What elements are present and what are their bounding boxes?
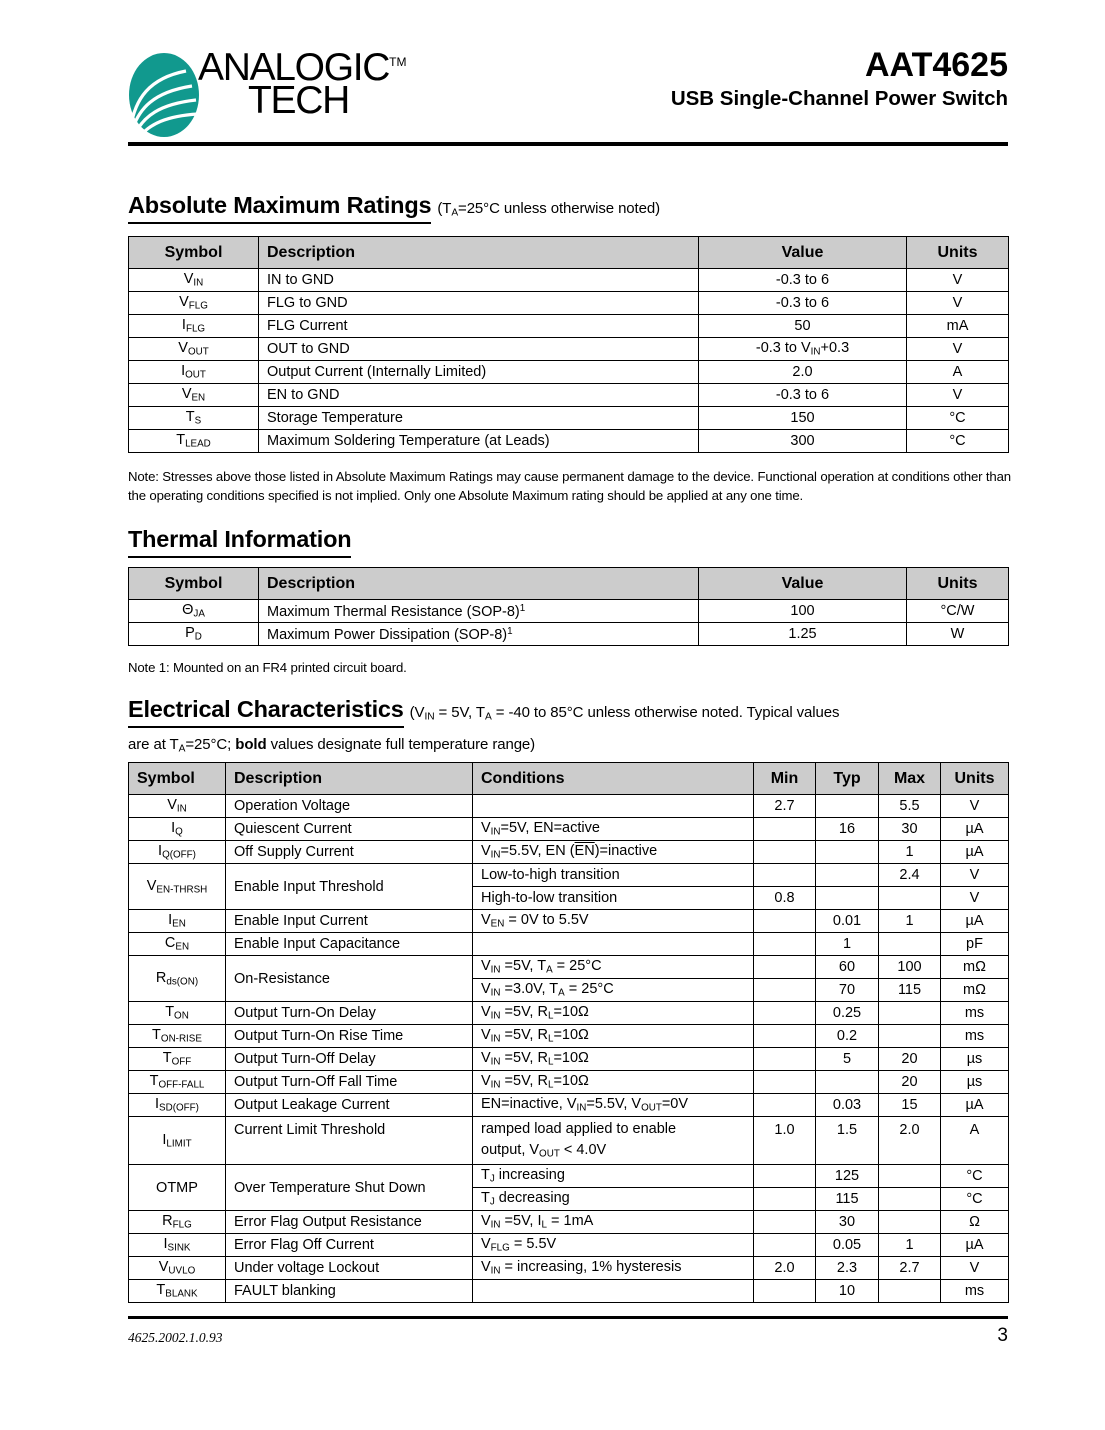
cell-symbol: $V_{IN}$ — [129, 795, 226, 818]
table-row — [129, 864, 1009, 887]
cell-symbol: $T_{ON-RISE}$ — [129, 1025, 226, 1048]
cell-units: V — [907, 292, 1009, 315]
logo-wordmark — [198, 46, 407, 122]
thermal-note: Note 1: Mounted on an FR4 printed circuit board. — [128, 660, 407, 675]
table-row — [129, 1257, 1009, 1280]
cell-units: Ω — [941, 1211, 1009, 1234]
cell-max — [879, 1002, 941, 1025]
cell-units: °C — [907, 430, 1009, 453]
table-header-row — [129, 568, 1009, 600]
cell-units: µs — [941, 1048, 1009, 1071]
cell-conditions — [473, 1280, 754, 1303]
cell-symbol: $T_{OFF-FALL}$ — [129, 1071, 226, 1094]
cell-value: 2.0 — [699, 361, 907, 384]
cell-conditions: EN=inactive, $V_{IN}=5.5V$, $V_{OUT}=0V$ — [473, 1094, 754, 1117]
abs-max-note: Note: Stresses above those listed in Absolute Maximum Ratings may cause permanent damage to the device. Functional operation at conditions other than the operating conditions specified is not implied. Only one Absolute Maximum rating should be applied at any one time. — [128, 469, 1011, 504]
cell-symbol: $T_{OFF}$ — [129, 1048, 226, 1071]
table-row — [129, 1117, 1009, 1165]
cell-min — [754, 979, 816, 1002]
table-row — [129, 841, 1009, 864]
cell-conditions: $V_{IN} =3.0V$, $T_A = 25^\circ C$ — [473, 979, 754, 1002]
table-row — [129, 407, 1009, 430]
cell-units: V — [941, 864, 1009, 887]
cell-description: Output Turn-Off Delay — [226, 1048, 473, 1071]
table-row — [129, 600, 1009, 623]
table-row — [129, 1071, 1009, 1094]
cell-description: FLG to GND — [259, 292, 699, 315]
cell-min: 2.7 — [754, 795, 816, 818]
cell-units: °C — [941, 1165, 1009, 1188]
cell-max: 100 — [879, 956, 941, 979]
table-row — [129, 1094, 1009, 1117]
cell-conditions — [473, 795, 754, 818]
table-row — [129, 1234, 1009, 1257]
cell-typ: 115 — [816, 1188, 879, 1211]
cell-units: V — [907, 384, 1009, 407]
cell-description: Operation Voltage — [226, 795, 473, 818]
cell-symbol: $V_{EN-THRSH}$ — [129, 864, 226, 910]
cell-symbol: $V_{FLG}$ — [129, 292, 259, 315]
abs-max-subnote: ($T_A=25^\circ C$ unless otherwise noted) — [437, 200, 660, 219]
cell-units: V — [941, 887, 1009, 910]
cell-max: 1 — [879, 841, 941, 864]
cell-typ: 0.2 — [816, 1025, 879, 1048]
cell-description: Under voltage Lockout — [226, 1257, 473, 1280]
part-subtitle: USB Single-Channel Power Switch — [670, 86, 1008, 110]
cell-symbol: $V_{UVLO}$ — [129, 1257, 226, 1280]
cell-description: Enable Input Threshold — [226, 864, 473, 910]
cell-min — [754, 1165, 816, 1188]
table-row — [129, 1025, 1009, 1048]
cell-conditions: $T_J$ increasing — [473, 1165, 754, 1188]
cell-symbol: $T_S$ — [129, 407, 259, 430]
cell-max: 2.0 — [879, 1117, 941, 1165]
col-value: Value — [699, 237, 907, 269]
cell-units: V — [941, 795, 1009, 818]
abs-max-body — [129, 269, 1009, 453]
cell-min — [754, 818, 816, 841]
table-row — [129, 1002, 1009, 1025]
col-max: Max — [879, 763, 941, 795]
cell-description: Enable Input Current — [226, 910, 473, 933]
cell-max — [879, 1280, 941, 1303]
cell-min — [754, 1094, 816, 1117]
cell-conditions: $V_{FLG} = 5.5V$ — [473, 1234, 754, 1257]
cell-description: EN to GND — [259, 384, 699, 407]
cell-typ: 2.3 — [816, 1257, 879, 1280]
cell-symbol: $V_{IN}$ — [129, 269, 259, 292]
table-row — [129, 818, 1009, 841]
footer-divider — [128, 1316, 1008, 1319]
cell-symbol: $I_{SINK}$ — [129, 1234, 226, 1257]
cell-conditions: $T_J$ decreasing — [473, 1188, 754, 1211]
thermal-body — [129, 600, 1009, 646]
cell-description-text: Maximum Power Dissipation (SOP-8) — [267, 626, 508, 643]
cell-min — [754, 1071, 816, 1094]
col-symbol: Symbol — [129, 237, 259, 269]
logo-line-tech: TECH — [248, 78, 349, 122]
col-symbol: Symbol — [129, 763, 226, 795]
cell-symbol: $R_{ds(ON)}$ — [129, 956, 226, 1002]
electrical-title: Electrical Characteristics — [128, 696, 404, 728]
table-row — [129, 910, 1009, 933]
col-description: Description — [259, 237, 699, 269]
cell-max: 20 — [879, 1071, 941, 1094]
cell-typ: 10 — [816, 1280, 879, 1303]
table-row — [129, 1048, 1009, 1071]
cell-max: 115 — [879, 979, 941, 1002]
cell-typ — [816, 864, 879, 887]
table-row — [129, 1165, 1009, 1188]
footnote-marker: 1 — [519, 602, 526, 614]
col-typ: Typ — [816, 763, 879, 795]
cell-min — [754, 933, 816, 956]
cell-description: Output Turn-On Delay — [226, 1002, 473, 1025]
cell-value: 1.25 — [699, 623, 907, 646]
electrical-heading — [128, 696, 839, 755]
table-header-row — [129, 237, 1009, 269]
cell-symbol: $\Theta_{JA}$ — [129, 600, 259, 623]
cell-max — [879, 1025, 941, 1048]
cell-symbol: $V_{OUT}$ — [129, 338, 259, 361]
cell-conditions: Low-to-high transition — [473, 864, 754, 887]
cell-max — [879, 933, 941, 956]
cell-conditions: $V_{IN} =5V$, $R_L=10\Omega$ — [473, 1048, 754, 1071]
cell-typ: 0.05 — [816, 1234, 879, 1257]
cell-conditions: $V_{EN} = 0V$ to 5.5V — [473, 910, 754, 933]
cell-min — [754, 1234, 816, 1257]
thermal-information-table — [128, 567, 1009, 646]
cell-units: °C — [941, 1188, 1009, 1211]
cell-max: 5.5 — [879, 795, 941, 818]
cell-min — [754, 1002, 816, 1025]
company-logo — [128, 46, 428, 146]
electrical-characteristics-table — [128, 762, 1009, 1303]
cell-typ: 70 — [816, 979, 879, 1002]
cell-symbol: $V_{EN}$ — [129, 384, 259, 407]
cell-description: Enable Input Capacitance — [226, 933, 473, 956]
cell-conditions: $V_{IN} =5V$, $I_L = 1mA$ — [473, 1211, 754, 1234]
cell-description: Error Flag Off Current — [226, 1234, 473, 1257]
cell-description: Maximum Soldering Temperature (at Leads) — [259, 430, 699, 453]
cell-symbol: $I_{SD(OFF)}$ — [129, 1094, 226, 1117]
cell-units: ms — [941, 1002, 1009, 1025]
cell-description: Error Flag Output Resistance — [226, 1211, 473, 1234]
cell-value: -0.3 to 6 — [699, 384, 907, 407]
trademark-symbol: TM — [389, 55, 407, 69]
cell-units: V — [941, 1257, 1009, 1280]
cell-value: -0.3 to 6 — [699, 292, 907, 315]
table-row — [129, 384, 1009, 407]
cell-min — [754, 841, 816, 864]
page-header — [128, 40, 1008, 145]
logo-line-analogic: ANALOGIC™ — [198, 46, 407, 89]
col-conditions: Conditions — [473, 763, 754, 795]
abs-max-title: Absolute Maximum Ratings — [128, 192, 431, 224]
cell-symbol: $I_{OUT}$ — [129, 361, 259, 384]
cell-typ — [816, 795, 879, 818]
cell-typ: 5 — [816, 1048, 879, 1071]
cell-min — [754, 1211, 816, 1234]
cell-max: 1 — [879, 1234, 941, 1257]
cell-units: W — [907, 623, 1009, 646]
thermal-title: Thermal Information — [128, 526, 351, 558]
header-title-block — [671, 48, 1008, 111]
cell-conditions: $V_{IN} =5V$, $R_L=10\Omega$ — [473, 1002, 754, 1025]
cell-conditions: $V_{IN}=5V$, EN=active — [473, 818, 754, 841]
cell-description: Output Turn-On Rise Time — [226, 1025, 473, 1048]
cell-units: µA — [941, 1094, 1009, 1117]
cell-min — [754, 1025, 816, 1048]
cell-value: -0.3 to $V_{IN}+0.3$ — [699, 338, 907, 361]
cell-conditions: $V_{IN} =5V$, $T_A = 25^\circ C$ — [473, 956, 754, 979]
col-description: Description — [226, 763, 473, 795]
col-units: Units — [941, 763, 1009, 795]
cell-typ: 125 — [816, 1165, 879, 1188]
cell-units: pF — [941, 933, 1009, 956]
cell-symbol: $I_Q$ — [129, 818, 226, 841]
cell-value: 50 — [699, 315, 907, 338]
cell-typ: 1 — [816, 933, 879, 956]
cell-units: µs — [941, 1071, 1009, 1094]
cell-typ — [816, 841, 879, 864]
cell-description: On-Resistance — [226, 956, 473, 1002]
cell-max: 15 — [879, 1094, 941, 1117]
cell-typ: 0.25 — [816, 1002, 879, 1025]
cell-units: °C/W — [907, 600, 1009, 623]
table-row — [129, 292, 1009, 315]
cell-max — [879, 1188, 941, 1211]
cell-units: °C — [907, 407, 1009, 430]
cell-description: Output Current (Internally Limited) — [259, 361, 699, 384]
cell-description — [259, 623, 699, 646]
cell-units: µA — [941, 841, 1009, 864]
cell-units: mΩ — [941, 979, 1009, 1002]
cell-description: Output Turn-Off Fall Time — [226, 1071, 473, 1094]
cell-description: Storage Temperature — [259, 407, 699, 430]
cell-symbol: $I_{Q(OFF)}$ — [129, 841, 226, 864]
cell-value: 100 — [699, 600, 907, 623]
cell-value: -0.3 to 6 — [699, 269, 907, 292]
logo-globe-icon — [128, 52, 200, 138]
cell-symbol: $T_{ON}$ — [129, 1002, 226, 1025]
cell-description: Output Leakage Current — [226, 1094, 473, 1117]
cell-units: µA — [941, 910, 1009, 933]
cell-units: mA — [907, 315, 1009, 338]
cell-units: ms — [941, 1280, 1009, 1303]
cell-min — [754, 1280, 816, 1303]
cell-units: mΩ — [941, 956, 1009, 979]
cell-units: V — [907, 269, 1009, 292]
cell-max — [879, 1211, 941, 1234]
cell-symbol: $I_{FLG}$ — [129, 315, 259, 338]
table-row — [129, 1211, 1009, 1234]
cell-units: V — [907, 338, 1009, 361]
cell-max: 2.7 — [879, 1257, 941, 1280]
cell-symbol: $T_{LEAD}$ — [129, 430, 259, 453]
table-row — [129, 933, 1009, 956]
table-row — [129, 338, 1009, 361]
table-row — [129, 623, 1009, 646]
cell-typ: 1.5 — [816, 1117, 879, 1165]
col-min: Min — [754, 763, 816, 795]
cell-conditions — [473, 933, 754, 956]
cell-units: µA — [941, 818, 1009, 841]
cell-typ: 0.03 — [816, 1094, 879, 1117]
cell-units: µA — [941, 1234, 1009, 1257]
cell-typ: 30 — [816, 1211, 879, 1234]
cell-conditions: $V_{IN} =5V$, $R_L=10\Omega$ — [473, 1025, 754, 1048]
electrical-body — [129, 795, 1009, 1303]
cell-max — [879, 1165, 941, 1188]
cell-max: 1 — [879, 910, 941, 933]
cell-description-text: Maximum Thermal Resistance (SOP-8) — [267, 603, 520, 620]
col-value: Value — [699, 568, 907, 600]
cell-symbol: OTMP — [129, 1165, 226, 1211]
absolute-maximum-ratings-table — [128, 236, 1009, 453]
cell-description: IN to GND — [259, 269, 699, 292]
col-units: Units — [907, 237, 1009, 269]
col-symbol: Symbol — [129, 568, 259, 600]
table-row — [129, 269, 1009, 292]
table-row — [129, 315, 1009, 338]
cell-description — [259, 600, 699, 623]
cell-min — [754, 1048, 816, 1071]
electrical-subnote-line1: ($V_{IN} = 5V$, $T_A = -40$ to 85°C unless otherwise noted. Typical values — [409, 704, 840, 723]
electrical-subnote-line2: are at $T_A=25^\circ C$; bold values designate full temperature range) — [128, 736, 536, 755]
cell-description: Quiescent Current — [226, 818, 473, 841]
cell-symbol: $T_{BLANK}$ — [129, 1280, 226, 1303]
cell-symbol: $I_{LIMIT}$ — [129, 1117, 226, 1165]
cell-value: 150 — [699, 407, 907, 430]
cell-description: Off Supply Current — [226, 841, 473, 864]
cell-min: 1.0 — [754, 1117, 816, 1165]
cell-conditions: $V_{IN}=5.5V$, EN $(\overline{EN})=inactive$ — [473, 841, 754, 864]
footnote-marker: 1 — [507, 625, 513, 637]
cell-description: FLG Current — [259, 315, 699, 338]
cell-conditions: High-to-low transition — [473, 887, 754, 910]
cell-conditions: ramped load applied to enable output, $V_{OUT} < 4.0V$ — [473, 1117, 754, 1165]
cell-min — [754, 910, 816, 933]
cell-min — [754, 1188, 816, 1211]
cell-min: 2.0 — [754, 1257, 816, 1280]
thermal-heading — [128, 526, 351, 558]
cell-min — [754, 864, 816, 887]
cell-units: ms — [941, 1025, 1009, 1048]
cell-description: Current Limit Threshold — [226, 1117, 473, 1165]
cell-symbol: $I_{EN}$ — [129, 910, 226, 933]
table-row — [129, 361, 1009, 384]
cell-units: A — [941, 1117, 1009, 1165]
table-row — [129, 1280, 1009, 1303]
table-row — [129, 795, 1009, 818]
cell-typ — [816, 887, 879, 910]
col-description: Description — [259, 568, 699, 600]
page-number: 3 — [997, 1325, 1008, 1346]
cell-typ: 16 — [816, 818, 879, 841]
header-divider — [128, 142, 1008, 146]
cell-symbol: $C_{EN}$ — [129, 933, 226, 956]
cell-max: 2.4 — [879, 864, 941, 887]
table-header-row — [129, 763, 1009, 795]
cell-symbol: $R_{FLG}$ — [129, 1211, 226, 1234]
cell-symbol: $P_D$ — [129, 623, 259, 646]
cell-units: A — [907, 361, 1009, 384]
cell-max — [879, 887, 941, 910]
abs-max-heading — [128, 192, 660, 224]
cell-max: 20 — [879, 1048, 941, 1071]
cell-description: FAULT blanking — [226, 1280, 473, 1303]
cell-conditions: $V_{IN} =5V$, $R_L=10\Omega$ — [473, 1071, 754, 1094]
cell-description: OUT to GND — [259, 338, 699, 361]
cell-typ — [816, 1071, 879, 1094]
part-number: AAT4625 — [865, 46, 1008, 84]
table-row — [129, 430, 1009, 453]
cell-min — [754, 956, 816, 979]
cell-value: 300 — [699, 430, 907, 453]
col-units: Units — [907, 568, 1009, 600]
cell-conditions: $V_{IN}$ = increasing, 1% hysteresis — [473, 1257, 754, 1280]
cell-typ: 60 — [816, 956, 879, 979]
cell-typ: 0.01 — [816, 910, 879, 933]
cell-min: 0.8 — [754, 887, 816, 910]
document-code: 4625.2002.1.0.93 — [128, 1330, 223, 1345]
cell-description: Over Temperature Shut Down — [226, 1165, 473, 1211]
cell-max: 30 — [879, 818, 941, 841]
table-row — [129, 956, 1009, 979]
